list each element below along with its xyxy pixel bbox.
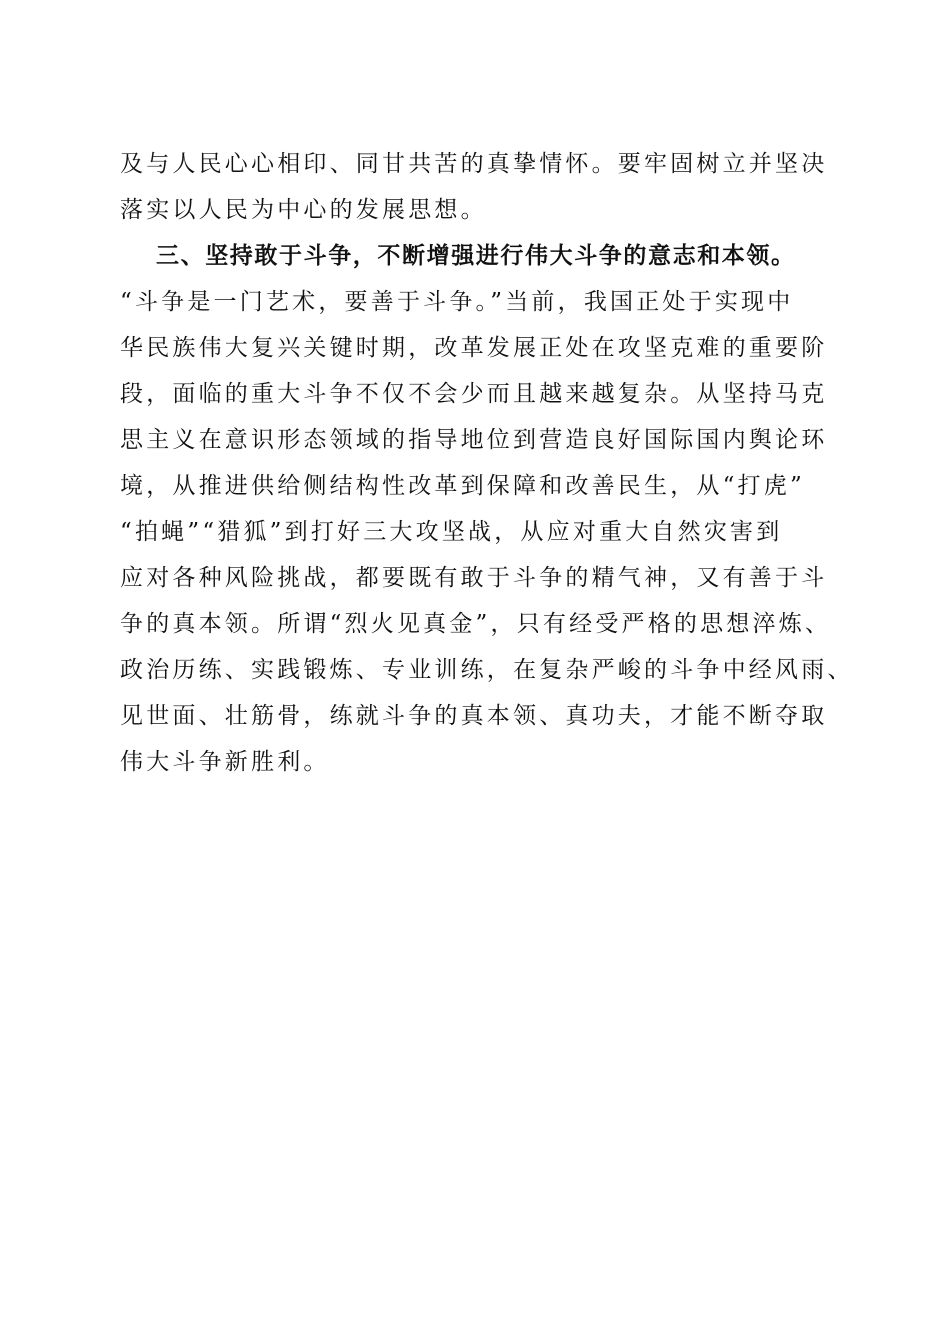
paragraph-line: 及与人民心心相印、同甘共苦的真挚情怀。要牢固树立并坚决	[120, 151, 828, 177]
paragraph-line: “斗争是一门艺术，要善于斗争。”当前，我国正处于实现中	[120, 289, 794, 315]
paragraph-line: 见世面、壮筋骨，练就斗争的真本领、真功夫，才能不断夺取	[120, 703, 828, 729]
paragraph-line: 应对各种风险挑战，都要既有敢于斗争的精气神，又有善于斗	[120, 565, 828, 591]
paragraph-line: 境，从推进供给侧结构性改革到保障和改善民生，从“打虎”	[120, 473, 805, 499]
section-heading: 三、坚持敢于斗争，不断增强进行伟大斗争的意志和本领。	[156, 243, 796, 269]
paragraph-line: 落实以人民为中心的发展思想。	[120, 197, 487, 223]
paragraph-line: 段，面临的重大斗争不仅不会少而且越来越复杂。从坚持马克	[120, 381, 828, 407]
paragraph-line: 政治历练、实践锻炼、专业训练，在复杂严峻的斗争中经风雨、	[120, 657, 854, 683]
paragraph-line: 华民族伟大复兴关键时期，改革发展正处在攻坚克难的重要阶	[120, 335, 828, 361]
paragraph-line: “拍蝇”“猎狐”到打好三大攻坚战，从应对重大自然灾害到	[120, 519, 783, 545]
paragraph-line: 争的真本领。所谓“烈火见真金”，只有经受严格的思想淬炼、	[120, 611, 832, 637]
document-body	[120, 141, 854, 785]
paragraph-line: 伟大斗争新胜利。	[120, 749, 330, 775]
paragraph-line: 思主义在意识形态领域的指导地位到营造良好国际国内舆论环	[120, 427, 828, 453]
